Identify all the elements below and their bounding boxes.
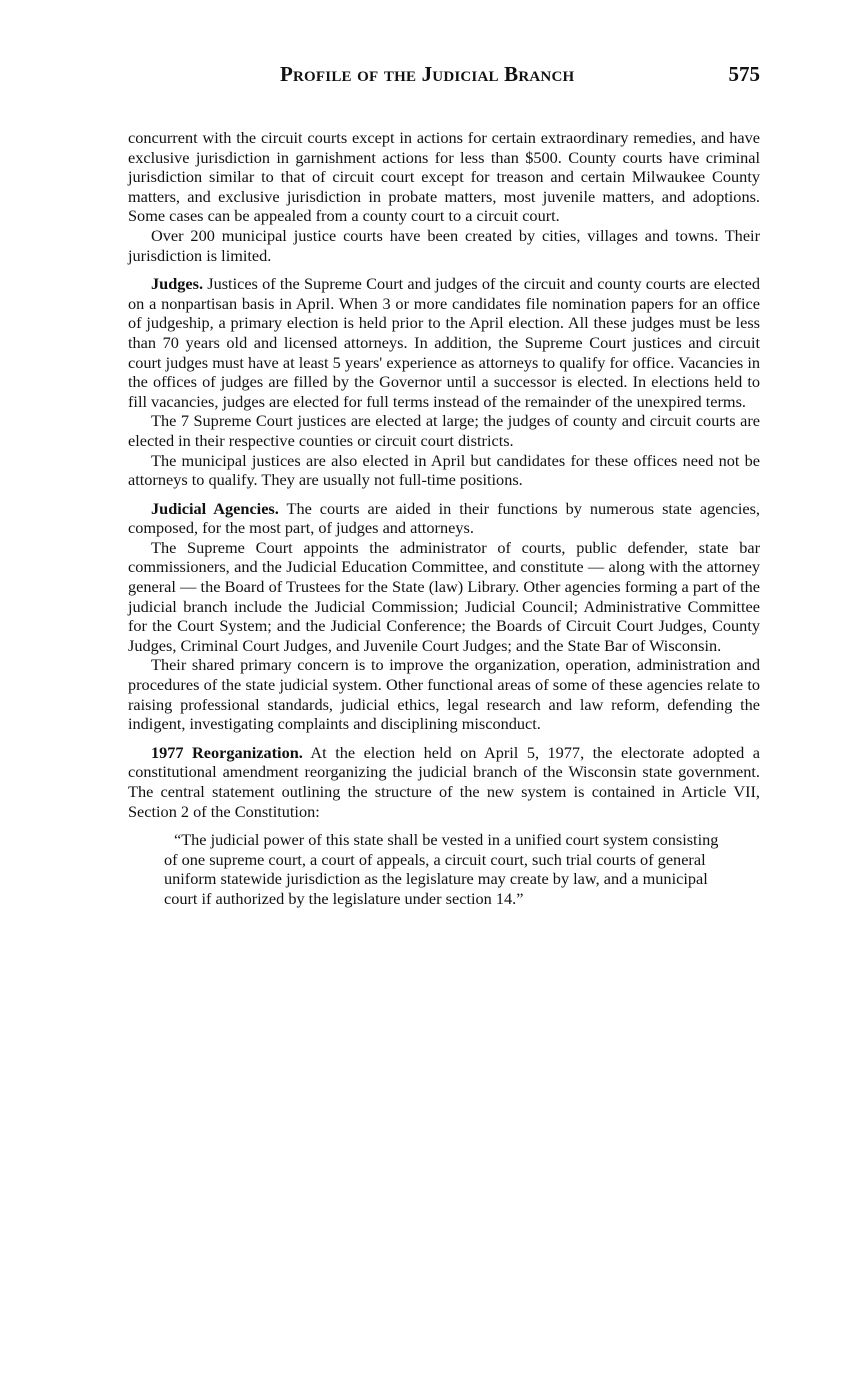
constitution-quote: “The judicial power of this state shall be vested in a unified court system consisting of one supreme court, a court of appeals, a circuit court, such trial courts of general uniform statewide jurisdiction as the legislature may create by law, and a municipal court if authorized by the legislature under section 14.” (164, 830, 719, 908)
body-text (128, 128, 760, 909)
paragraph-supreme-court-justices: The 7 Supreme Court justices are elected at large; the judges of county and circuit courts are elected in their respective counties or circuit court districts. (128, 411, 760, 450)
section-heading-judicial-agencies: Judicial Agencies. (151, 498, 279, 518)
paragraph-reorganization (128, 743, 760, 821)
page-number: 575 (728, 62, 760, 86)
paragraph-judges (128, 274, 760, 411)
paragraph-judicial-agencies (128, 499, 760, 538)
running-header (128, 62, 760, 92)
paragraph-judicial-agencies-text: The courts are aided in their functions by numerous state agencies, composed, for the most part, of judges and attorneys. (128, 498, 760, 538)
paragraph-municipal-courts: Over 200 municipal justice courts have been created by cities, villages and towns. Their jurisdiction is limited. (128, 225, 760, 265)
running-title: Profile of the Judicial Branch (280, 62, 575, 86)
section-heading-reorganization: 1977 Reorganization. (151, 742, 303, 762)
paragraph-municipal-justices: The municipal justices are also elected in April but candidates for these offices need not be attorneys to qualify. They are usually not full-time positions. (128, 450, 760, 490)
section-heading-judges: Judges. (151, 274, 204, 294)
paragraph-supreme-court-appoints: The Supreme Court appoints the administrator of courts, public defender, state bar commissioners, and the Judicial Education Committee, and constitute — along with the attorney general — the Board of Trustees for the State (law) Library. Other agencies forming a part of the judicial branch include the Judicial Commission; Judicial Council; Administrative Committee for the Court System; and the Judicial Conference; the Boards of Circuit Court Judges, County Judges, Criminal Court Judges, and Juvenile Court Judges; and the State Bar of Wisconsin. (128, 537, 760, 655)
paragraph-reorganization-text: At the election held on April 5, 1977, the electorate adopted a constitutional amendment reorganizing the judicial branch of the Wisconsin state government. The central statement outlining the structure of the new system is contained in Article VII, Section 2 of the Constitution: (128, 742, 760, 821)
paragraph-judges-text: Justices of the Supreme Court and judges of the circuit and county courts are elected on a nonpartisan basis in April. When 3 or more candidates file nomination papers for an office of judgeship, a primary election is held prior to the April election. All these judges must be less than 70 years old and licensed attorneys. In addition, the Supreme Court justices and circuit court judges must have at least 5 years' experience as attorneys to qualify for office. Vacancies in the offices of judges are filled by the Governor until a successor is elected. In elections held to fill vacancies, judges are elected for full terms instead of the remainder of the unexpired terms. (128, 274, 760, 411)
paragraph-continued: concurrent with the circuit courts except in actions for certain extraordinary remedies, and have exclusive jurisdiction in garnishment actions for less than $500. County courts have criminal jurisdiction similar to that of circuit court except for treason and certain Milwaukee County matters, and exclusive jurisdiction in probate matters, most juvenile matters, and adoptions. Some cases can be appealed from a county court to a circuit court. (128, 128, 760, 226)
paragraph-shared-concern: Their shared primary concern is to improve the organization, operation, administration and procedures of the state judicial system. Other functional areas of some of these agencies relate to raising professional standards, judicial ethics, legal research and law reform, defending the indigent, investigating complaints and disciplining misconduct. (128, 655, 760, 734)
